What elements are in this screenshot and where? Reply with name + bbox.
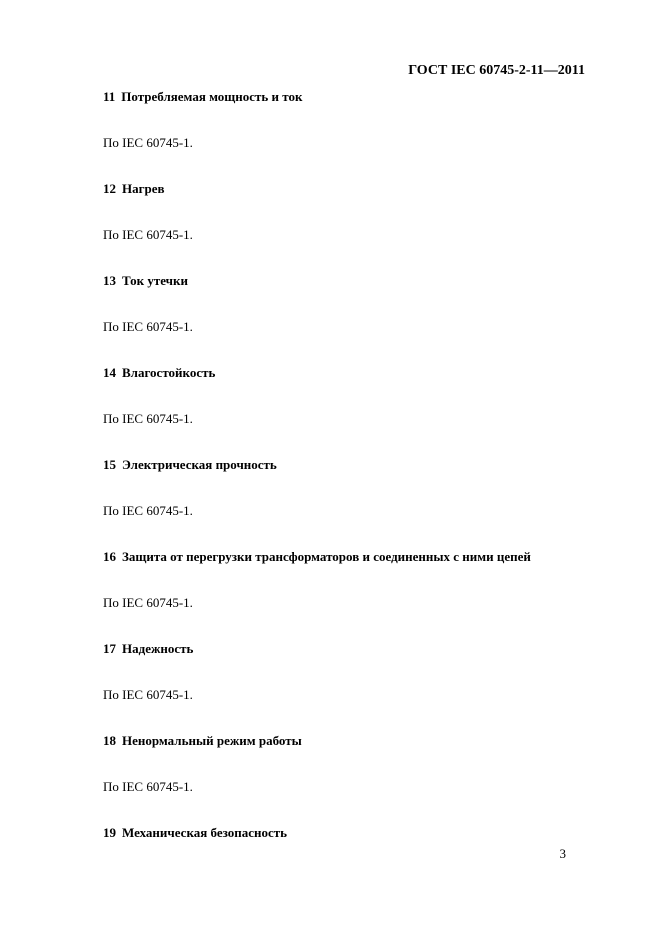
- section-16: [103, 549, 601, 610]
- section-number: 11: [103, 89, 116, 104]
- section-heading: [103, 825, 601, 841]
- section-heading: [103, 457, 601, 473]
- section-number: 14: [103, 365, 116, 380]
- section-heading: [103, 641, 601, 657]
- section-body: По IEC 60745-1.: [103, 319, 193, 334]
- section-19: [103, 825, 601, 841]
- section-heading: [103, 89, 601, 105]
- section-title: Электрическая прочность: [122, 457, 277, 472]
- section-body: По IEC 60745-1.: [103, 779, 193, 794]
- section-number: 17: [103, 641, 116, 656]
- section-heading: [103, 273, 601, 289]
- section-body: По IEC 60745-1.: [103, 227, 193, 242]
- section-heading: [103, 365, 601, 381]
- section-heading: [103, 733, 601, 749]
- section-title: Надежность: [122, 641, 194, 656]
- section-heading: [103, 181, 601, 197]
- section-number: 19: [103, 825, 116, 840]
- section-14: [103, 365, 601, 426]
- section-title: Влагостойкость: [122, 365, 216, 380]
- section-11: [103, 89, 601, 150]
- section-body: По IEC 60745-1.: [103, 135, 193, 150]
- section-18: [103, 733, 601, 794]
- page-number: 3: [559, 846, 566, 861]
- document-header-title: ГОСТ IEC 60745-2-11—2011: [408, 63, 585, 78]
- section-number: 13: [103, 273, 116, 288]
- section-title: Ток утечки: [122, 273, 188, 288]
- section-title: Потребляемая мощность и ток: [121, 89, 303, 104]
- section-13: [103, 273, 601, 334]
- section-body: По IEC 60745-1.: [103, 503, 193, 518]
- section-body: По IEC 60745-1.: [103, 411, 193, 426]
- section-title: Ненормальный режим работы: [122, 733, 302, 748]
- section-17: [103, 641, 601, 702]
- section-12: [103, 181, 601, 242]
- section-title: Нагрев: [122, 181, 165, 196]
- section-number: 16: [103, 549, 116, 564]
- section-heading: [103, 549, 601, 565]
- section-15: [103, 457, 601, 518]
- section-body: По IEC 60745-1.: [103, 687, 193, 702]
- section-number: 18: [103, 733, 116, 748]
- section-title: Защита от перегрузки трансформаторов и соединенных с ними цепей: [122, 549, 531, 564]
- section-number: 15: [103, 457, 116, 472]
- section-number: 12: [103, 181, 116, 196]
- section-title: Механическая безопасность: [122, 825, 288, 840]
- section-body: По IEC 60745-1.: [103, 595, 193, 610]
